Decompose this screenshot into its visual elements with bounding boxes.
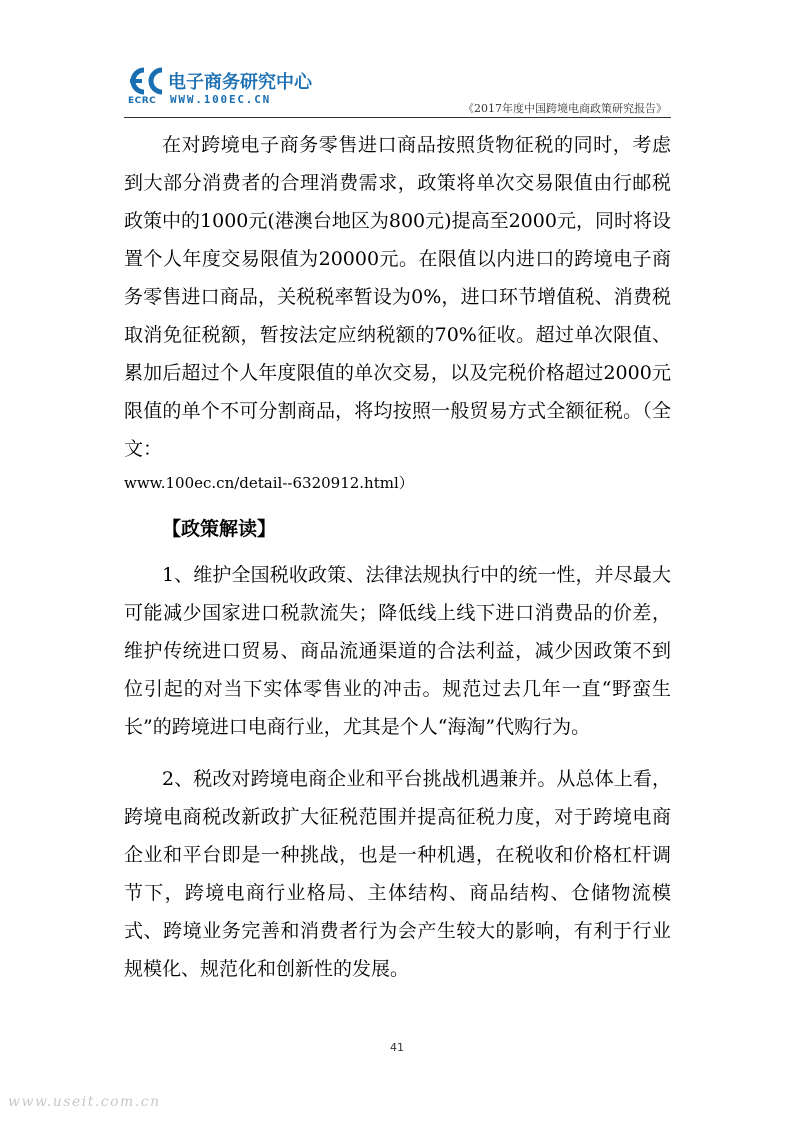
ecrc-logo-icon xyxy=(124,66,168,96)
header-divider xyxy=(124,117,671,118)
ecrc-logo xyxy=(124,66,324,110)
main-content xyxy=(124,126,671,988)
logo-url: WWW.100EC.CN xyxy=(170,93,272,106)
watermark: www.useit.com.cn xyxy=(8,1094,161,1110)
logo-mark-text: ECRC xyxy=(128,96,157,106)
section-heading: 【政策解读】 xyxy=(162,518,277,540)
page-number: 41 xyxy=(390,1041,404,1054)
intro-paragraph: 在对跨境电子商务零售进口商品按照货物征税的同时，考虑到大部分消费者的合理消费需求，政策将单次交易限值由行邮税政策中的1000元(港澳台地区为800元)提高至2000元，同时将设置个人年度交易限值为20000元。在限值以内进口的跨境电子商务零售进口商品，关税税率暂设为0%，进口环节增值税、消费税取消免征税额，暂按法定应纳税额的70%征收。超过单次限值、累加后超过个人年度限值的单次交易，以及完税价格超过2000元限值的单个不可分割商品，将均按照一般贸易方式全额征税。（全文： xyxy=(124,134,671,460)
source-link: www.100ec.cn/detail--6320912.html） xyxy=(124,474,414,492)
point-1-paragraph: 1、维护全国税收政策、法律法规执行中的统一性，并尽最大可能减少国家进口税款流失；降低线上线下进口消费品的价差，维护传统进口贸易、商品流通渠道的合法利益，减少因政策不到位引起的对当下实体零售业的冲击。规范过去几年一直“野蛮生长”的跨境进口电商行业，尤其是个人“海淘”代购行为。 xyxy=(124,564,671,738)
point-2-paragraph: 2、税改对跨境电商企业和平台挑战机遇兼并。从总体上看，跨境电商税改新政扩大征税范围并提高征税力度，对于跨境电商企业和平台即是一种挑战，也是一种机遇，在税收和价格杠杆调节下，跨境电商行业格局、主体结构、商品结构、仓储物流模式、跨境业务完善和消费者行为会产生较大的影响，有利于行业规模化、规范化和创新性的发展。 xyxy=(124,768,671,980)
paragraph-gap xyxy=(124,746,671,760)
logo-name: 电子商务研究中心 xyxy=(168,72,312,93)
report-title: 《2017年度中国跨境电商政策研究报告》 xyxy=(463,102,667,115)
